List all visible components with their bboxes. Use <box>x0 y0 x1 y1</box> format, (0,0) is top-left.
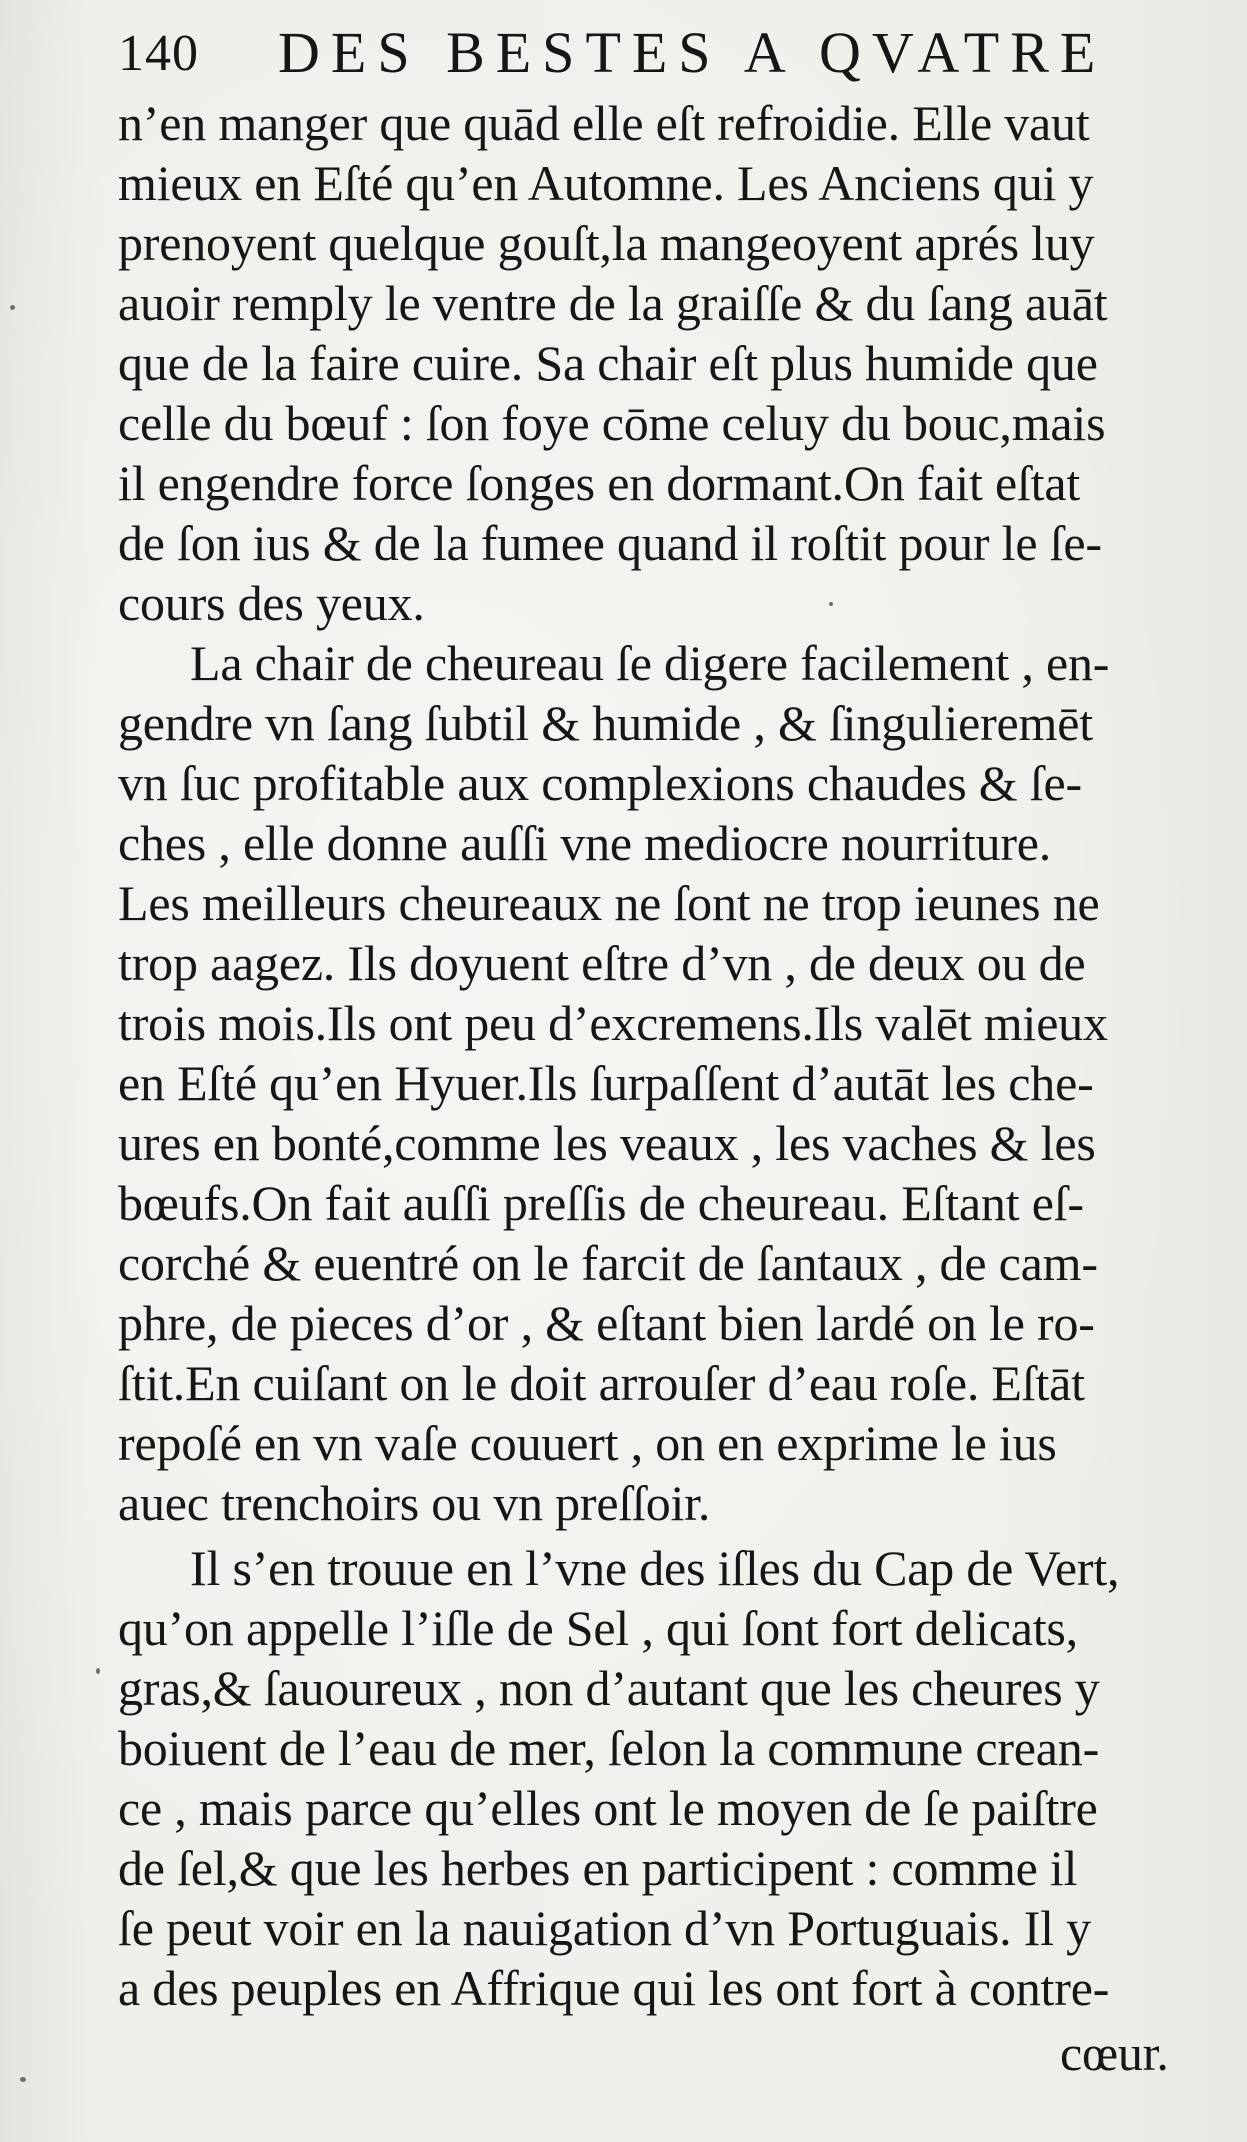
text-line: a des peuples en Affrique qui les ont fort à contre- <box>118 1960 1110 2016</box>
text-line: vn ſuc profitable aux complexions chaudes & ſe- <box>118 755 1082 811</box>
text-line: ſtit.En cuiſant on le doit arrouſer d’eau roſe. Eſtāt <box>118 1355 1085 1411</box>
text-line: mieux en Eſté qu’en Automne. Les Anciens qui y <box>118 155 1094 211</box>
text-line: phre, de pieces d’or , & eſtant bien lardé on le ro- <box>118 1295 1095 1351</box>
page-speck <box>96 1668 100 1674</box>
text-line: corché & euentré on le farcit de ſantaux , de cam- <box>118 1235 1098 1291</box>
text-line: ce , mais parce qu’elles ont le moyen de ſe paiſtre <box>118 1780 1098 1836</box>
text-line: de ſon ius & de la fumee quand il roſtit pour le ſe- <box>118 515 1102 571</box>
page-number: 140 <box>118 25 199 82</box>
text-line: prenoyent quelque gouſt,la mangeoyent aprés luy <box>118 215 1095 271</box>
text-line: trois mois.Ils ont peu d’excremens.Ils valēt mieux <box>118 995 1108 1051</box>
text-line: boiuent de l’eau de mer, ſelon la commune crean- <box>118 1720 1100 1776</box>
running-title: DES BESTES A QVATRE <box>278 20 1107 85</box>
catchword-line: cœur. <box>1060 2025 1169 2081</box>
text-line: ſe peut voir en la nauigation d’vn Portuguais. Il y <box>118 1900 1091 1956</box>
text-line: qu’on appelle l’iſle de Sel , qui ſont fort delicats, <box>118 1600 1078 1656</box>
text-line: ches , elle donne auſſi vne mediocre nourriture. <box>118 815 1052 871</box>
text-line: que de la faire cuire. Sa chair eſt plus humide que <box>118 335 1098 391</box>
paragraph-start-line: La chair de cheureau ſe digere facilement , en- <box>190 635 1110 691</box>
text-line: en Eſté qu’en Hyuer.Ils ſurpaſſent d’autāt les che- <box>118 1055 1094 1111</box>
text-line: auoir remply le ventre de la graiſſe & du ſang auāt <box>118 275 1108 331</box>
text-line: ures en bonté,comme les veaux , les vaches & les <box>118 1115 1096 1171</box>
text-line: de ſel,& que les herbes en participent : comme il <box>118 1840 1078 1896</box>
text-line: auec trenchoirs ou vn preſſoir. <box>118 1475 711 1531</box>
text-line: n’en manger que quād elle eſt refroidie. Elle vaut <box>118 95 1090 151</box>
page-speck <box>20 2077 26 2082</box>
text-line: Les meilleurs cheureaux ne ſont ne trop ieunes ne <box>118 875 1100 931</box>
text-line: il engendre force ſonges en dormant.On fait eſtat <box>118 455 1081 511</box>
text-line: gras,& ſauoureux , non d’autant que les cheures y <box>118 1660 1100 1716</box>
page-speck <box>829 602 833 606</box>
text-line: trop aagez. Ils doyuent eſtre d’vn , de deux ou de <box>118 935 1086 991</box>
page-speck <box>10 305 15 310</box>
text-line: gendre vn ſang ſubtil & humide , & ſingulieremēt <box>118 695 1093 751</box>
text-line: repoſé en vn vaſe couuert , on en exprime le ius <box>118 1415 1057 1471</box>
text-line: bœufs.On fait auſſi preſſis de cheureau. Eſtant eſ- <box>118 1175 1084 1231</box>
text-line: celle du bœuf : ſon foye cōme celuy du bouc,mais <box>118 395 1106 451</box>
paragraph-start-line: Il s’en trouue en l’vne des iſles du Cap de Vert, <box>190 1540 1120 1596</box>
text-line: cours des yeux. <box>118 575 425 631</box>
